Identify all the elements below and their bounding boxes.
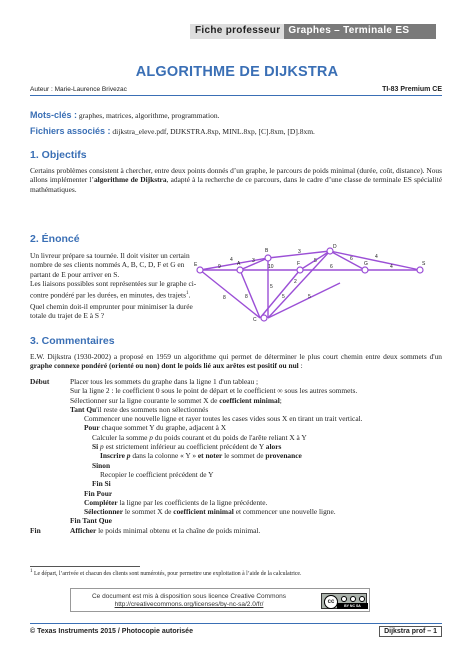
files-label: Fichiers associés : [30, 126, 111, 136]
footnote-ref: 1 [185, 290, 189, 296]
objectifs-part-a: Certains problèmes consistent à chercher, entre deux points donnés d’un graphe, le parcours de poids minimal (durée, coût, distance). Nous allons implémenter l’ [30, 166, 442, 185]
algo-l13: Fin Pour [84, 488, 113, 498]
algo-line-5 [30, 414, 450, 423]
algo-l15d: et commencer une nouvelle ligne. [233, 507, 336, 517]
algo-l15a: Sélectionner [84, 507, 123, 517]
weighted-graph [190, 243, 442, 328]
algo-l4b: 'il reste des sommets non sélectionnés [96, 404, 209, 414]
objectifs-bold: algorithme de Dijkstra [93, 175, 167, 185]
weight-D-S: 4 [375, 254, 378, 260]
algo-line-1 [30, 377, 450, 386]
node-D [327, 248, 333, 254]
algo-l15c: coefficient minimal [173, 507, 234, 517]
enonce-text [30, 251, 202, 320]
enonce-p1: Un livreur prépare sa tournée. Il doit visiter un certain nombre de ses clients nommés A, B, C, D, F et G en partant de E pour arriver en S. [30, 251, 190, 279]
algo-l3b: coefficient minimal [219, 395, 280, 405]
page-number: Dijkstra prof – 1 [379, 626, 442, 637]
edge-D-G [330, 251, 365, 270]
weight-G-S: 4 [390, 264, 393, 270]
meta-line [30, 86, 442, 96]
license-link[interactable]: http://creativecommons.org/licenses/by-nc-sa/2.0/fr/ [114, 601, 264, 608]
commentaires-part-a: E.W. Dijkstra (1930-2002) a proposé en 1959 un algorithme qui permet de déterminer le plus court chemin entre deux sommets d'un [30, 352, 442, 361]
weight-E-C: 8 [223, 295, 226, 301]
algo-l2: Sur la ligne 2 : le coefficient 0 sous le point de départ et le coefficient ∞ sous les autres sommets. [70, 386, 358, 396]
edge-E-B [200, 258, 268, 270]
associated-files [30, 126, 315, 136]
header-left: Fiche professeur [190, 24, 284, 39]
algo-l7a: Calculer la somme [92, 432, 150, 442]
algo-l14b: la ligne par les coefficients de la ligne précédente. [117, 497, 268, 507]
header-right: Graphes – Terminale ES [284, 24, 436, 39]
footnote-number: 1 [30, 569, 33, 574]
section-enonce: 2. Énoncé [30, 233, 80, 245]
algo-l11: Recopier le coefficient précédent de Y [100, 469, 214, 479]
algo-l6b: chaque sommet Y du graphe, adjacent à X [99, 423, 227, 433]
algo-l9e: provenance [265, 451, 302, 461]
footnote-text: Le départ, l’arrivée et chacun des clients sont numérotés, pour permettre une exploitation à l’aide de la calculatrice. [32, 570, 302, 577]
algo-l5: Commencer une nouvelle ligne et rayer toutes les cases vides sous X en tirant un trait vertical. [84, 414, 363, 424]
algorithm-block [30, 377, 450, 535]
commentaires-text [30, 352, 442, 371]
weight-C-F: 5 [282, 294, 285, 300]
algo-line-17 [30, 526, 450, 535]
weight-D-G: 6 [350, 256, 353, 262]
algo-l8d: alors [265, 442, 282, 452]
objectifs-part-b: , adapté à la recherche de ce parcours, dans le cadre d’une classe de terminale ES spécialité mathématiques. [30, 175, 442, 194]
node-C [261, 315, 267, 321]
weight-C-F2: 5 [308, 294, 311, 300]
edge-E-C [200, 270, 260, 318]
by-icon [341, 596, 347, 602]
enonce-p3: Quel chemin doit-il emprunter pour minimiser la durée totale du trajet de E à S ? [30, 301, 193, 320]
algo-l8p: p [100, 442, 104, 452]
weight-F-D: 5 [314, 258, 317, 264]
node-label-E: E [194, 262, 198, 268]
algo-line-2 [30, 386, 450, 395]
graph-labels [194, 244, 426, 323]
algo-debut: Début [30, 377, 50, 386]
weight-F-G: 6 [330, 264, 333, 270]
algo-line-15 [30, 507, 450, 516]
header-bar [190, 24, 436, 39]
sa-icon [359, 596, 365, 602]
weight-A-F: 10 [268, 264, 274, 270]
page-title: ALGORITHME DE DIJKSTRA [135, 64, 339, 80]
weight-B-D: 3 [298, 249, 301, 255]
node-E [197, 267, 203, 273]
node-label-G: G [364, 261, 368, 267]
algo-l8c: est strictement inférieur au coefficient précédent de Y [103, 442, 266, 452]
node-label-C: C [253, 317, 257, 323]
algo-l7b: du poids courant et du poids de l'arête reliant X à Y [152, 432, 307, 442]
algo-line-10 [30, 461, 450, 470]
algo-line-9 [30, 451, 450, 460]
weight-A-B: 3 [252, 258, 255, 264]
algo-l8a: Si [92, 442, 99, 452]
algo-l17a: Afficher [70, 525, 97, 535]
commentaires-bold: graphe connexe pondéré (orienté ou non) dont le poids lié aux arêtes est positif ou nul [30, 361, 299, 371]
algo-l9d: le sommet de [222, 451, 266, 461]
algo-l15b: le sommet X de [123, 507, 174, 517]
algo-l10: Sinon [92, 460, 111, 470]
algo-line-14 [30, 498, 450, 507]
keywords-value: graphes, matrices, algorithme, programmation. [78, 111, 220, 120]
node-A [237, 267, 243, 273]
weight-A-C: 8 [245, 294, 248, 300]
algo-l12: Fin Si [92, 479, 111, 489]
algo-l9p: p [126, 451, 131, 461]
algo-line-4 [30, 405, 450, 414]
footnote-divider [30, 566, 140, 567]
weight-B-C: 5 [270, 284, 273, 290]
cc-sub-label: BY NC SA [337, 603, 368, 609]
algo-line-7 [30, 433, 450, 442]
enonce-p2-text: Les liaisons possibles sont représentées sur le graphe ci-contre pondéré par les durées, en minutes, des trajets [30, 279, 197, 300]
edge-C-F [260, 270, 300, 318]
files-value: dijkstra_eleve.pdf, DIJKSTRA.8xp, MINL.8xp, [C].8xm, [D].8xm. [112, 127, 315, 136]
weight-E-B: 4 [230, 257, 233, 263]
keywords-label: Mots-clés : [30, 110, 78, 120]
algo-fin: Fin [30, 525, 41, 535]
commentaires-part-b: : [298, 361, 303, 371]
footnote [30, 569, 301, 577]
node-label-B: B [265, 248, 269, 254]
page-footer [30, 623, 442, 636]
algo-line-16 [30, 516, 450, 525]
algo-l1: Placer tous les sommets du graphe dans la ligne 1 d'un tableau ; [70, 377, 259, 386]
copyright: © Texas Instruments 2015 / Photocopie autorisée [30, 627, 193, 635]
algo-l3a: Sélectionner sur la ligne courante le sommet X de [70, 395, 220, 405]
algo-l17b: le poids minimal obtenu et la chaîne de poids minimal. [96, 525, 261, 535]
algo-line-3 [30, 396, 450, 405]
node-F [297, 267, 303, 273]
keywords [30, 110, 219, 120]
cc-by-nc-sa-logo [321, 593, 367, 609]
algo-l7p: p [149, 432, 153, 442]
algo-line-8 [30, 442, 450, 451]
algo-l4a: Tant Qu [70, 404, 97, 414]
algo-l3c: ; [279, 395, 282, 405]
weight-C-D: 2 [294, 279, 297, 285]
objectifs-text [30, 166, 442, 194]
node-label-D: D [333, 244, 337, 250]
node-S [417, 267, 423, 273]
calculator-model: TI-83 Premium CE [382, 86, 442, 93]
license-text [89, 593, 289, 609]
cc-icon: cc [324, 595, 338, 609]
algo-line-11 [30, 470, 450, 479]
algo-l9a: Inscrire [100, 451, 127, 461]
algo-l16: Fin Tant Que [70, 516, 112, 526]
section-objectifs: 1. Objectifs [30, 149, 87, 161]
node-label-A: A [237, 261, 241, 267]
weight-E-A: 9 [218, 264, 221, 270]
graph-edges [200, 251, 420, 318]
author: Auteur : Marie-Laurence Brivezac [30, 86, 127, 93]
algo-l9c: et noter [197, 451, 223, 461]
section-commentaires: 3. Commentaires [30, 335, 115, 347]
algo-l9b: dans la colonne « Y » [130, 451, 198, 461]
license-box [70, 588, 370, 612]
node-B [265, 255, 271, 261]
algo-line-12 [30, 479, 450, 488]
node-G [362, 267, 368, 273]
node-label-F: F [297, 261, 301, 267]
enonce-p2: Les liaisons possibles sont représentées sur le graphe ci-contre pondéré par les durées, en minutes, des trajets$^1$. [30, 279, 197, 300]
edge-C-F2 [268, 283, 340, 318]
algo-line-13 [30, 489, 450, 498]
algo-l14a: Compléter [84, 497, 118, 507]
algo-l6a: Pour [84, 423, 100, 433]
algo-line-6 [30, 423, 450, 432]
cc-glyphs [339, 594, 367, 603]
nc-icon [350, 596, 356, 602]
license-line1: Ce document est mis à disposition sous licence Creative Commons [91, 593, 286, 600]
node-label-S: S [422, 261, 426, 267]
